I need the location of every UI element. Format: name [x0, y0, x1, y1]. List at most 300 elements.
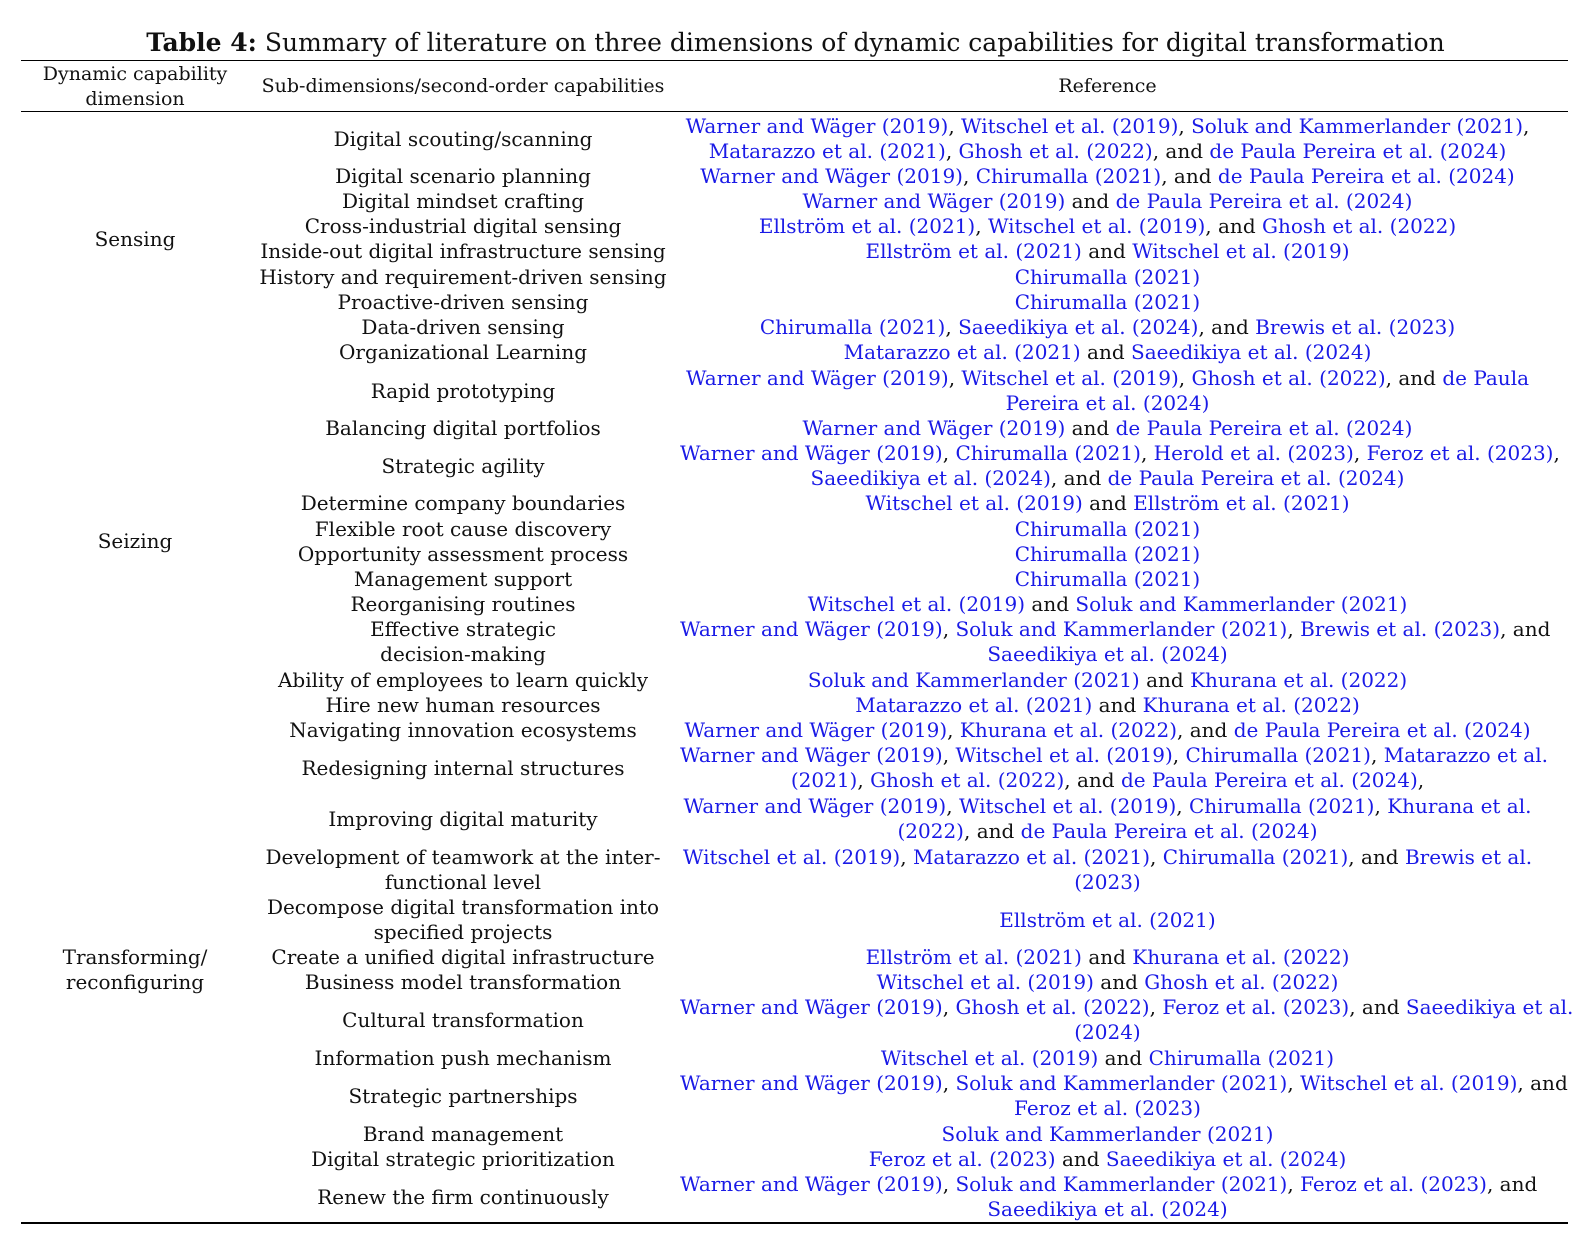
citation-link[interactable]: Saeedikiya et al. (2024): [987, 1197, 1228, 1221]
citation-link[interactable]: Warner and Wäger (2019): [802, 416, 1066, 440]
reference-line: [680, 265, 1535, 290]
citation-link[interactable]: Chirumalla (2021): [1185, 743, 1371, 767]
reference-line: [680, 239, 1535, 264]
sub-dimension-line: Ability of employees to learn quickly: [277, 668, 649, 692]
citation-link[interactable]: Khurana et al. (2022): [959, 718, 1178, 742]
citation-link[interactable]: Soluk and Kammerlander (2021): [941, 1122, 1274, 1146]
dimension-cell: [21, 227, 249, 252]
reference-separator: ,: [1178, 366, 1192, 390]
citation-link[interactable]: de Paula Pereira et al. (2024): [1233, 718, 1531, 742]
citation-link[interactable]: Khurana et al. (2022): [1142, 693, 1360, 717]
sub-dimension-line: Determine company boundaries: [300, 491, 626, 515]
sub-dimension-cell: [249, 164, 677, 189]
citation-link[interactable]: Witschel et al. (2019): [987, 214, 1206, 238]
citation-link[interactable]: Warner and Wäger (2019): [802, 189, 1066, 213]
reference-separator: ,: [1374, 794, 1388, 818]
citation-link[interactable]: Warner and Wäger (2019): [684, 718, 948, 742]
citation-link[interactable]: Warner and Wäger (2019): [700, 164, 963, 188]
sub-dimension-line: Flexible root cause discovery: [314, 517, 612, 541]
citation-link[interactable]: Saeedikiya et al. (2024): [810, 466, 1051, 490]
sub-dimension-line: Strategic partnerships: [348, 1083, 578, 1108]
reference-line: [680, 1046, 1535, 1071]
citation-link[interactable]: de Paula Pereira et al. (2024): [1120, 768, 1418, 792]
citation-link[interactable]: Chirumalla (2021): [1014, 567, 1201, 591]
citation-link[interactable]: de Paula Pereira et al. (2024): [1020, 819, 1318, 843]
reference-separator: and: [1081, 945, 1133, 969]
sub-dimension-cell: [249, 189, 677, 214]
sub-dimension-cell: [249, 214, 677, 239]
sub-dimension-cell: [249, 1147, 677, 1172]
reference-cell: [680, 214, 1535, 239]
citation-link[interactable]: Khurana et al. (2022): [1190, 668, 1408, 692]
dimension-line: Transforming/: [62, 945, 208, 969]
table-caption-label: Table 4:: [146, 28, 257, 57]
sub-dimension-line: Hire new human resources: [325, 693, 601, 717]
citation-link[interactable]: Chirumalla (2021): [1148, 1046, 1335, 1070]
reference-line: [680, 617, 1551, 642]
reference-separator: ,: [942, 441, 956, 465]
sub-dimension-cell: [249, 517, 677, 542]
reference-separator: and: [1082, 491, 1134, 515]
citation-link[interactable]: Witschel et al. (2019): [961, 366, 1179, 390]
reference-cell: [680, 617, 1551, 667]
citation-link[interactable]: (2024): [1074, 1020, 1141, 1044]
sub-dimension-cell: [249, 454, 677, 479]
sub-dimension-cell: [249, 567, 677, 592]
header-reference: Reference: [1058, 75, 1157, 97]
sub-dimension-cell: [249, 617, 677, 667]
citation-link[interactable]: Warner and Wäger (2019): [680, 441, 943, 465]
sub-dimension-line: Inside-out digital infrastructure sensing: [260, 239, 666, 263]
reference-line: [680, 466, 1535, 491]
citation-link[interactable]: Matarazzo et al.: [1383, 743, 1548, 767]
reference-separator: ,: [942, 1172, 956, 1196]
reference-separator: and: [1065, 416, 1116, 440]
sub-dimension-line: Decompose digital transformation into: [266, 895, 660, 919]
reference-separator: , and: [1500, 617, 1551, 641]
reference-cell: [680, 794, 1535, 844]
citation-link[interactable]: Saeedikiya et al. (2024): [1131, 340, 1372, 364]
reference-line: [680, 1020, 1535, 1045]
reference-cell: [680, 265, 1535, 290]
sub-dimension-line: Renew the firm continuously: [317, 1184, 609, 1209]
dimension-line: Sensing: [94, 227, 176, 251]
citation-link[interactable]: Pereira et al. (2024): [1005, 391, 1210, 415]
citation-link[interactable]: Matarazzo et al. (2021): [912, 845, 1151, 869]
sub-dimension-line: Improving digital maturity: [328, 806, 598, 831]
reference-separator: and: [1080, 340, 1132, 364]
sub-dimension-cell: [249, 845, 677, 895]
citation-link[interactable]: Brewis et al. (2023): [1300, 617, 1501, 641]
reference-line: [680, 908, 1535, 933]
reference-separator: ,: [942, 1071, 956, 1095]
citation-link[interactable]: Witschel et al. (2019): [955, 743, 1173, 767]
sub-dimension-line: Cultural transformation: [342, 1007, 584, 1032]
citation-link[interactable]: Witschel et al. (2019): [682, 845, 901, 869]
reference-separator: , and: [1385, 366, 1443, 390]
reference-line: [680, 768, 1535, 793]
header-rule: [21, 111, 1568, 112]
citation-link[interactable]: Herold et al. (2023): [1153, 441, 1354, 465]
dimension-line: Seizing: [97, 529, 173, 553]
reference-separator: , and: [1198, 315, 1256, 339]
reference-line: [680, 567, 1535, 592]
reference-cell: [680, 542, 1535, 567]
reference-line: [680, 642, 1535, 667]
sub-dimension-cell: [249, 290, 677, 315]
sub-dimension-cell: [249, 416, 677, 441]
reference-separator: ,: [1417, 768, 1425, 792]
citation-link[interactable]: Chirumalla (2021): [955, 441, 1141, 465]
reference-line: [680, 845, 1535, 870]
citation-link[interactable]: Warner and Wäger (2019): [680, 1071, 943, 1095]
citation-link[interactable]: Feroz et al. (2023): [1366, 441, 1554, 465]
reference-separator: ,: [948, 366, 962, 390]
citation-link[interactable]: Ghosh et al. (2022): [1261, 214, 1457, 238]
citation-link[interactable]: Witschel et al. (2019): [880, 1046, 1099, 1070]
sub-dimension-line: functional level: [384, 870, 542, 894]
sub-dimension-line: Opportunity assessment process: [297, 542, 629, 566]
reference-separator: , and: [1348, 845, 1405, 869]
citation-link[interactable]: de Paula Pereira et al. (2024): [1107, 466, 1405, 490]
sub-dimension-cell: [249, 491, 677, 516]
citation-link[interactable]: Ellström et al. (2021): [758, 214, 976, 238]
citation-link[interactable]: Saeedikiya et al. (2024): [987, 642, 1228, 666]
citation-link[interactable]: Chirumalla (2021): [1014, 542, 1201, 566]
citation-link[interactable]: Ghosh et al. (2022): [955, 995, 1150, 1019]
reference-separator: , and: [1177, 718, 1234, 742]
sub-dimension-cell: [249, 1046, 677, 1071]
sub-dimension-line: Digital strategic prioritization: [311, 1147, 615, 1171]
reference-separator: ,: [946, 794, 959, 818]
reference-separator: ,: [1353, 441, 1367, 465]
reference-cell: [680, 668, 1535, 693]
citation-link[interactable]: Warner and Wäger (2019): [680, 743, 943, 767]
citation-link[interactable]: Chirumalla (2021): [1162, 845, 1349, 869]
sub-dimension-line: Data-driven sensing: [361, 315, 565, 339]
sub-dimension-line: Cross-industrial digital sensing: [304, 214, 622, 238]
reference-cell: [680, 718, 1535, 743]
reference-line: [680, 164, 1535, 189]
reference-line: [680, 1096, 1535, 1121]
citation-link[interactable]: Feroz et al. (2023): [1300, 1172, 1487, 1196]
sub-dimension-line: decision-making: [380, 642, 546, 666]
citation-link[interactable]: de Paula: [1442, 366, 1530, 390]
reference-separator: ,: [1140, 441, 1154, 465]
citation-link[interactable]: Ghosh et al. (2022): [870, 768, 1065, 792]
reference-cell: [680, 567, 1535, 592]
sub-dimension-cell: [249, 945, 677, 970]
citation-link[interactable]: Witschel et al. (2019): [807, 592, 1026, 616]
citation-link[interactable]: Warner and Wäger (2019): [680, 617, 943, 641]
reference-line: [680, 139, 1535, 164]
sub-dimension-cell: [249, 895, 677, 945]
reference-line: [680, 743, 1548, 768]
reference-separator: and: [1055, 1147, 1106, 1171]
reference-separator: ,: [1178, 114, 1192, 138]
sub-dimension-line: History and requirement-driven sensing: [259, 265, 667, 289]
citation-link[interactable]: Chirumalla (2021): [975, 164, 1162, 188]
citation-link[interactable]: Soluk and Kammerlander (2021): [1075, 592, 1408, 616]
sub-dimension-cell: [249, 379, 677, 404]
citation-link[interactable]: Ellström et al. (2021): [865, 239, 1082, 263]
reference-line: [680, 416, 1535, 441]
reference-separator: and: [1065, 189, 1116, 213]
reference-separator: and: [1139, 668, 1191, 692]
reference-cell: [680, 366, 1535, 416]
sub-dimension-line: Effective strategic: [370, 617, 556, 641]
citation-link[interactable]: Chirumalla (2021): [1189, 794, 1375, 818]
reference-separator: ,: [1150, 845, 1163, 869]
reference-cell: [680, 693, 1535, 718]
citation-link[interactable]: Soluk and Kammerlander (2021): [955, 1071, 1288, 1095]
sub-dimension-cell: [249, 718, 677, 743]
reference-cell: [680, 491, 1535, 516]
reference-separator: , and: [1050, 466, 1108, 490]
reference-separator: , and: [963, 819, 1021, 843]
reference-line: [680, 819, 1535, 844]
reference-separator: ,: [1172, 743, 1186, 767]
citation-link[interactable]: Ghosh et al. (2022): [958, 139, 1153, 163]
citation-link[interactable]: Saeedikiya et al. (2024): [958, 315, 1199, 339]
sub-dimension-line: Brand management: [362, 1122, 564, 1146]
citation-link[interactable]: de Paula Pereira et al. (2024): [1217, 164, 1515, 188]
reference-cell: [680, 441, 1560, 491]
reference-separator: , and: [1486, 1172, 1538, 1196]
reference-line: [680, 995, 1574, 1020]
reference-line: [680, 592, 1535, 617]
reference-cell: [680, 945, 1535, 970]
top-rule: [21, 60, 1568, 61]
reference-line: [680, 189, 1535, 214]
dimension-line: reconfiguring: [65, 970, 205, 994]
reference-cell: [680, 340, 1535, 365]
reference-line: [680, 542, 1535, 567]
header-dimension: Dynamic capability dimension: [42, 63, 228, 110]
citation-link[interactable]: Witschel et al. (2019): [865, 491, 1083, 515]
citation-link[interactable]: Soluk and Kammerlander (2021): [807, 668, 1140, 692]
citation-link[interactable]: Witschel et al. (2019): [961, 114, 1179, 138]
reference-separator: ,: [948, 114, 962, 138]
reference-separator: ,: [1287, 1172, 1301, 1196]
sub-dimension-line: Information push mechanism: [314, 1046, 612, 1070]
reference-line: [680, 366, 1535, 391]
citation-link[interactable]: Matarazzo et al. (2021): [855, 693, 1093, 717]
reference-separator: ,: [1287, 1071, 1301, 1095]
reference-cell: [680, 592, 1535, 617]
sub-dimension-line: Rapid prototyping: [370, 378, 556, 403]
citation-link[interactable]: Ghosh et al. (2022): [1144, 970, 1339, 994]
reference-cell: [680, 517, 1535, 542]
reference-separator: and: [1092, 693, 1143, 717]
sub-dimension-line: Reorganising routines: [350, 592, 576, 616]
sub-dimension-cell: [249, 265, 677, 290]
sub-dimension-cell: [249, 340, 677, 365]
reference-cell: [680, 1122, 1535, 1147]
citation-link[interactable]: Ellström et al. (2021): [999, 907, 1216, 932]
reference-separator: ,: [1523, 114, 1530, 138]
reference-cell: [680, 743, 1548, 793]
citation-link[interactable]: Brewis et al. (2023): [1255, 315, 1456, 339]
citation-link[interactable]: Feroz et al. (2023): [868, 1147, 1056, 1171]
sub-dimension-cell: [249, 542, 677, 567]
citation-link[interactable]: Khurana et al. (2022): [1132, 945, 1350, 969]
sub-dimension-cell: [249, 668, 677, 693]
sub-dimension-line: Digital scenario planning: [335, 164, 591, 188]
sub-dimension-cell: [249, 970, 677, 995]
citation-link[interactable]: (2023): [1074, 870, 1141, 894]
citation-link[interactable]: (2021): [790, 768, 858, 792]
reference-cell: [680, 1046, 1535, 1071]
reference-line: [680, 870, 1535, 895]
reference-line: [680, 945, 1535, 970]
reference-separator: ,: [1287, 617, 1301, 641]
citation-link[interactable]: Soluk and Kammerlander (2021): [1191, 114, 1524, 138]
citation-link[interactable]: Feroz et al. (2023): [1162, 995, 1350, 1019]
citation-link[interactable]: de Paula Pereira et al. (2024): [1115, 416, 1413, 440]
citation-link[interactable]: Brewis et al.: [1404, 845, 1533, 869]
citation-link[interactable]: Chirumalla (2021): [759, 315, 946, 339]
citation-link[interactable]: Witschel et al. (2019): [1300, 1071, 1518, 1095]
sub-dimension-line: specified projects: [373, 920, 553, 944]
citation-link[interactable]: Chirumalla (2021): [1014, 290, 1201, 314]
reference-cell: [680, 970, 1535, 995]
citation-link[interactable]: Warner and Wäger (2019): [685, 366, 949, 390]
reference-cell: [680, 114, 1535, 164]
reference-separator: ,: [1371, 743, 1384, 767]
table-caption-text: Summary of literature on three dimensions of dynamic capabilities for digital transformation: [256, 28, 1445, 57]
reference-line: [680, 1197, 1535, 1222]
reference-separator: ,: [962, 164, 976, 188]
reference-separator: ,: [900, 845, 913, 869]
citation-link[interactable]: Ellström et al. (2021): [865, 945, 1082, 969]
reference-line: [680, 693, 1535, 718]
reference-line: [680, 114, 1535, 139]
reference-cell: [680, 239, 1535, 264]
reference-cell: [680, 1147, 1535, 1172]
reference-separator: and: [1081, 239, 1133, 263]
bottom-rule: [21, 1222, 1568, 1224]
citation-link[interactable]: de Paula Pereira et al. (2024): [1115, 189, 1413, 213]
citation-link[interactable]: Khurana et al.: [1387, 794, 1532, 818]
reference-separator: , and: [1152, 139, 1210, 163]
dimension-cell: [21, 529, 249, 554]
reference-cell: [680, 189, 1535, 214]
reference-separator: , and: [1349, 995, 1406, 1019]
citation-link[interactable]: Warner and Wäger (2019): [680, 995, 943, 1019]
citation-link[interactable]: Matarazzo et al. (2021): [843, 340, 1081, 364]
citation-link[interactable]: Warner and Wäger (2019): [683, 794, 947, 818]
reference-line: [680, 1147, 1535, 1172]
reference-line: [680, 340, 1535, 365]
citation-link[interactable]: Chirumalla (2021): [1014, 265, 1201, 289]
reference-line: [680, 668, 1535, 693]
reference-separator: , and: [1161, 164, 1218, 188]
citation-link[interactable]: Chirumalla (2021): [1014, 517, 1201, 541]
reference-line: [680, 391, 1535, 416]
reference-cell: [680, 845, 1535, 895]
sub-dimension-cell: [249, 127, 677, 152]
sub-dimension-cell: [249, 1122, 677, 1147]
citation-link[interactable]: Soluk and Kammerlander (2021): [955, 617, 1288, 641]
citation-link[interactable]: Saeedikiya et al.: [1405, 995, 1574, 1019]
sub-dimension-line: Digital mindset crafting: [341, 189, 585, 213]
sub-dimension-line: Proactive-driven sensing: [337, 290, 589, 314]
reference-separator: ,: [945, 139, 959, 163]
reference-separator: ,: [1176, 794, 1189, 818]
reference-cell: [680, 908, 1535, 933]
reference-line: [680, 1172, 1538, 1197]
reference-line: [680, 315, 1535, 340]
sub-dimension-cell: [249, 756, 677, 781]
sub-dimension-cell: [249, 693, 677, 718]
reference-cell: [680, 290, 1535, 315]
citation-link[interactable]: Matarazzo et al. (2021): [708, 139, 946, 163]
sub-dimension-line: Digital scouting/scanning: [333, 126, 593, 151]
reference-separator: ,: [942, 617, 956, 641]
citation-link[interactable]: Warner and Wäger (2019): [680, 1172, 943, 1196]
reference-cell: [680, 315, 1535, 340]
citation-link[interactable]: Warner and Wäger (2019): [685, 114, 949, 138]
reference-line: [680, 517, 1535, 542]
sub-dimension-line: Management support: [353, 567, 573, 591]
reference-line: [680, 718, 1535, 743]
sub-dimension-cell: [249, 1008, 677, 1033]
citation-link[interactable]: de Paula Pereira et al. (2024): [1209, 139, 1507, 163]
reference-separator: ,: [942, 743, 956, 767]
reference-line: [680, 491, 1535, 516]
reference-separator: ,: [942, 995, 956, 1019]
header-sub-dimensions: Sub-dimensions/second-order capabilities: [261, 75, 665, 97]
reference-separator: ,: [857, 768, 871, 792]
dimension-cell: [21, 945, 249, 995]
citation-link[interactable]: Soluk and Kammerlander (2021): [955, 1172, 1288, 1196]
citation-link[interactable]: Saeedikiya et al. (2024): [1105, 1147, 1347, 1171]
sub-dimension-line: Business model transformation: [304, 970, 622, 994]
reference-line: [680, 441, 1560, 466]
sub-dimension-line: Redesigning internal structures: [301, 755, 625, 780]
reference-separator: ,: [947, 718, 960, 742]
citation-link[interactable]: Witschel et al. (2019): [1132, 239, 1350, 263]
reference-separator: , and: [1064, 768, 1121, 792]
sub-dimension-cell: [249, 592, 677, 617]
reference-line: [680, 1122, 1535, 1147]
reference-line: [680, 794, 1535, 819]
citation-link[interactable]: Ghosh et al. (2022): [1191, 366, 1386, 390]
reference-separator: ,: [945, 315, 959, 339]
sub-dimension-line: Organizational Learning: [338, 340, 588, 364]
citation-link[interactable]: Ellström et al. (2021): [1133, 491, 1350, 515]
citation-link[interactable]: Witschel et al. (2019): [876, 970, 1094, 994]
reference-separator: , and: [1517, 1071, 1568, 1095]
citation-link[interactable]: Feroz et al. (2023): [1014, 1096, 1201, 1120]
reference-cell: [680, 995, 1574, 1045]
reference-separator: and: [1025, 592, 1076, 616]
sub-dimension-line: Development of teamwork at the inter-: [265, 845, 661, 869]
sub-dimension-cell: [249, 1084, 677, 1109]
citation-link[interactable]: (2022): [897, 819, 964, 843]
reference-cell: [680, 1172, 1538, 1222]
reference-separator: ,: [1149, 995, 1163, 1019]
citation-link[interactable]: Witschel et al. (2019): [958, 794, 1177, 818]
sub-dimension-line: Navigating innovation ecosystems: [289, 718, 637, 742]
sub-dimension-line: Balancing digital portfolios: [325, 416, 601, 440]
sub-dimension-line: Create a unified digital infrastructure: [271, 945, 655, 969]
reference-line: [680, 1071, 1568, 1096]
reference-line: [680, 290, 1535, 315]
reference-line: [680, 970, 1535, 995]
reference-separator: ,: [975, 214, 988, 238]
